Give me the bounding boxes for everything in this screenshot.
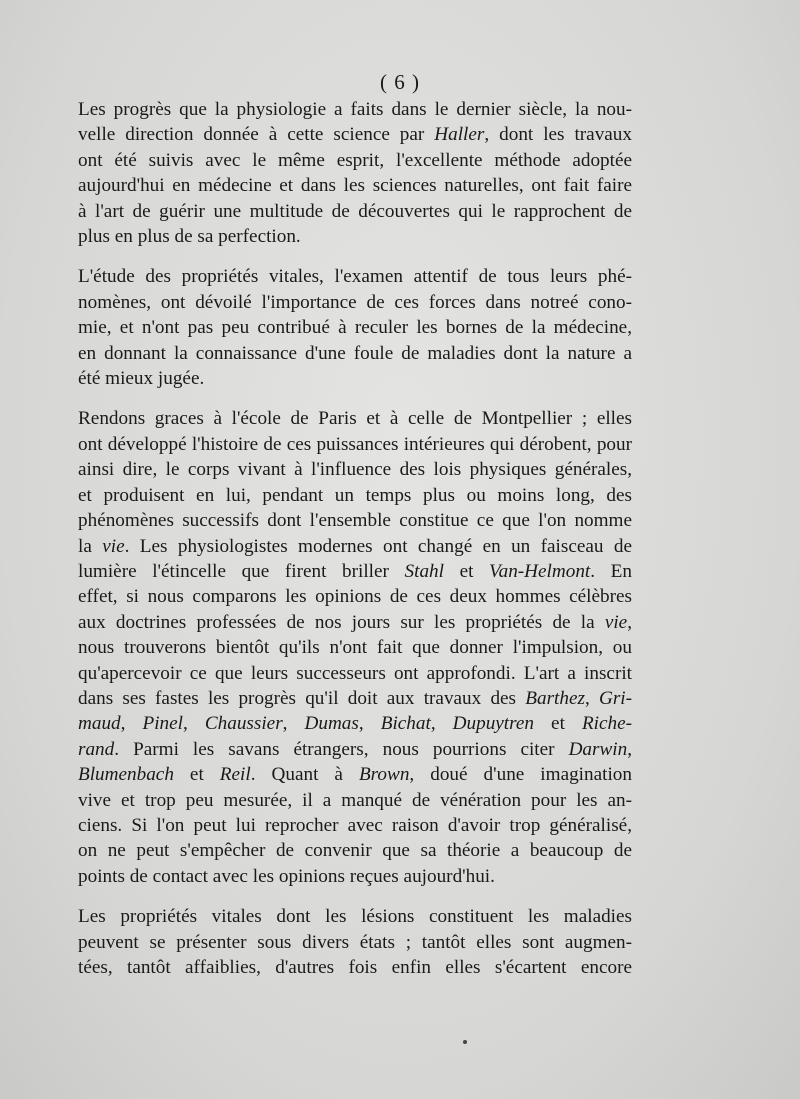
text-line: phénomènes successifs dont l'ensemble constitue ce que l'on nomme [78, 510, 632, 532]
ink-speck [463, 1040, 467, 1044]
text-line: mie, et n'ont pas peu contribué à reculer les bornes de la médecine, [78, 317, 632, 339]
paragraph-1 [54, 97, 632, 249]
text-line: la vie. Les physiologistes modernes ont changé en un faisceau de [78, 535, 632, 557]
italic-name: Stahl [404, 560, 444, 582]
text-line: et produisent en lui, pendant un temps plus ou moins long, des [78, 484, 632, 506]
text-line: effet, si nous comparons les opinions de ces deux hommes célèbres [78, 586, 632, 608]
italic-name: vie [604, 611, 628, 633]
italic-name: Darwin [568, 738, 628, 760]
text-line: Rendons graces à l'école de Paris et à celle de Montpellier ; elles [78, 408, 632, 430]
text-line: nous trouverons bientôt qu'ils n'ont fait que donner l'impulsion, ou [78, 637, 632, 659]
paragraph-3 [54, 406, 632, 889]
page-number: ( 6 ) [380, 70, 420, 94]
italic-name: Pinel [142, 713, 183, 735]
text-line: nomènes, ont dévoilé l'importance de ces forces dans notreé cono- [78, 291, 632, 313]
text-line: vive et trop peu mesurée, il a manqué de vénération pour les an- [78, 789, 632, 811]
italic-name: vie [102, 535, 125, 557]
italic-name: Reil [219, 764, 251, 786]
body-text [54, 97, 632, 995]
text-line: dans ses fastes les progrès qu'il doit aux travaux des Barthez, Gri- [78, 687, 633, 709]
text-line: qu'apercevoir ce que leurs successeurs ont approfondi. L'art a inscrit [78, 662, 632, 684]
italic-name: Dumas [304, 713, 359, 735]
text-line: ciens. Si l'on peut lui reprocher avec raison d'avoir trop généralisé, [78, 814, 632, 836]
text-line: Les propriétés vitales dont les lésions constituent les maladies [78, 906, 632, 928]
paragraph-4 [54, 904, 632, 980]
text-line: aux doctrines professées de nos jours sur les propriétés de la vie, [78, 611, 632, 633]
text-line: tées, tantôt affaiblies, d'autres fois enfin elles s'écartent encore [78, 957, 632, 978]
text-line: à l'art de guérir une multitude de découvertes qui le rapprochent de [78, 200, 632, 222]
text-line: ainsi dire, le corps vivant à l'influence des lois physiques générales, [78, 459, 632, 481]
text-line: aujourd'hui en médecine et dans les sciences naturelles, ont fait faire [78, 175, 632, 197]
text-line: on ne peut s'empêcher de convenir que sa théorie a beaucoup de [78, 840, 632, 862]
italic-name: Blumenbach [78, 764, 174, 786]
italic-name: Gri- [598, 687, 633, 709]
italic-name: Bichat [380, 713, 431, 735]
text-line: peuvent se présenter sous divers états ; tantôt elles sont augmen- [78, 931, 632, 953]
italic-name: Haller [434, 124, 485, 146]
text-line: ont été suivis avec le même esprit, l'excellente méthode adoptée [78, 149, 632, 171]
italic-name: rand [78, 738, 115, 760]
italic-name: Riche- [581, 713, 633, 735]
paragraph-2 [54, 264, 632, 391]
text-line: été mieux jugée. [78, 368, 205, 390]
text-line: lumière l'étincelle que firent briller Stahl et Van-Helmont. En [78, 560, 632, 582]
text-line: Les progrès que la physiologie a faits dans le dernier siècle, la nou- [78, 99, 632, 120]
italic-name: Brown [358, 764, 410, 786]
text-line: maud, Pinel, Chaussier, Dumas, Bichat, Dupuytren et Riche- [78, 713, 633, 735]
text-line: velle direction donnée à cette science par Haller, dont les travaux [78, 124, 632, 146]
text-line: Blumenbach et Reil. Quant à Brown, doué d'une imagination [78, 764, 632, 786]
text-line: ont développé l'histoire de ces puissances intérieures qui dérobent, pour [78, 433, 632, 455]
italic-name: Barthez [525, 687, 585, 709]
italic-name: Chaussier [204, 713, 283, 735]
text-line: en donnant la connaissance d'une foule de maladies dont la nature a [78, 342, 632, 364]
italic-name: Van-Helmont [489, 560, 591, 582]
italic-name: Dupuytren [452, 713, 535, 735]
text-line: rand. Parmi les savans étrangers, nous pourrions citer Darwin, [78, 738, 632, 760]
text-line: L'étude des propriétés vitales, l'examen attentif de tous leurs phé- [78, 266, 632, 288]
text-line: points de contact avec les opinions reçues aujourd'hui. [78, 865, 495, 887]
italic-name: maud [78, 713, 121, 735]
text-line: plus en plus de sa perfection. [78, 226, 301, 248]
